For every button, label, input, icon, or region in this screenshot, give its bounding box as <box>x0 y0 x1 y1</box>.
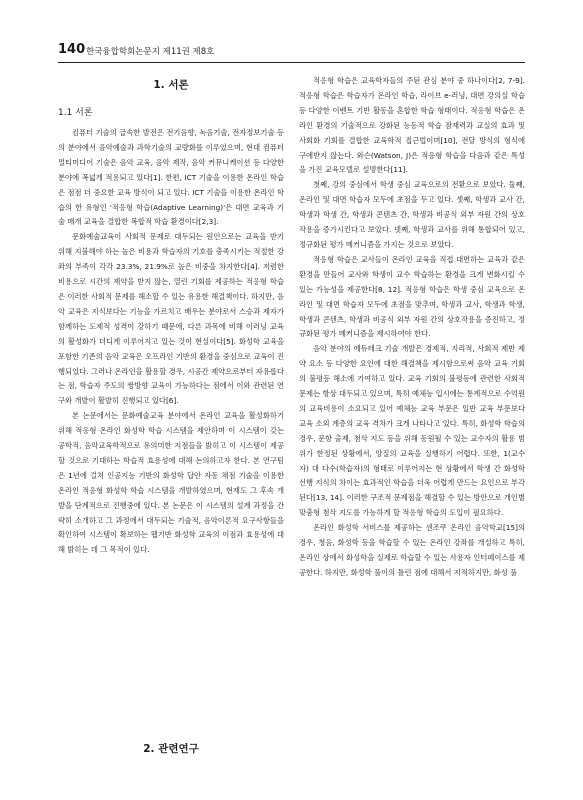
right-paragraph: 첫째, 강의 중심에서 학생 중심 교육으로의 전환으로 보았다. 둘째, 온라인 및 대면 학습자 모두에 초점을 두고 있다. 셋째, 학생과 교사 간, 학생과 학생 간, 학생과 콘텐츠 간, 학생과 비공식 외부 자원 간의 상호작용을 증가시킨다고 보았다. 넷째, 학생과 교사를 위해 통합되어 있고, 정규화된 평가 메커니즘을 가지는 것으로 보았다. <box>299 180 525 249</box>
left-paragraph: 컴퓨터 기술의 급속한 발전은 전기음향, 녹음기술, 전자정보기술 등의 분야에서 음악예술과 과학기술의 교량화를 이루었으며, 현대 컴퓨터 멀티미디어 기술은 음악 교육, 음악 제작, 음악 커뮤니케이션 등 다양한 분야에 폭넓게 적용되고 있다[1]. 한편, ICT 기술을 이용한 온라인 학습은 점점 더 중요한 교육 방식이 되고 있다. ICT 기술을 이용한 온라인 학습의 한 유형인 '적응형 학습(Adaptive Learning)'은 대면 교육과 기술 매개 교육을 결합한 복합적 학습 환경이다[2,3]. <box>58 128 284 227</box>
right-paragraph: 적응형 학습은 교육학자들의 주된 관심 분야 중 하나이다[2, 7-9]. 적응형 학습은 학습자가 온라인 학습, 라이브 e-러닝, 대면 강의실 학습 등 다양한 이벤트 기반 활동을 혼합한 학습 형태이다. 적응형 학습은 온라인 환경의 기술적으로 강화된 능동적 학습 잠재력과 교실의 효과 및 사회화 기회를 결합한 교육학적 접근법이며[10], 전달 방식의 형식에 구애받지 않는다. 와슨(Watson, J)은 적응형 학습을 다음과 같은 특성을 가진 교육모델로 설명한다[11]. <box>299 76 525 175</box>
right-paragraph: 적응형 학습은 교사들이 온라인 교육을 직접 대면하는 교육과 같은 환경을 만들어 교사와 학생이 교수 학습하는 환경을 크게 변화시킬 수 있는 가능성을 제공한다[8, 12]. 적응형 학습은 학생 중심 교육으로 온라인 및 대면 학습자 모두에 초점을 맞추며, 학생과 교사, 학생과 학생, 학생과 콘텐츠, 학생과 비공식 외부 자원 간의 상호작용을 증진하고, 정규화된 평가 메커니즘을 제시하여야 한다. <box>299 254 525 339</box>
right-paragraph: 음악 분야의 에듀테크 기술 개발은 경제적, 지리적, 사회적 제반 제약 요소 등 다양한 요인에 대한 해결책을 제시함으로써 음악 교육 기회의 불평등 해소에 기여하고 있다. 교육 기회의 불평등에 관련한 사회적 문제는 항상 대두되고 있으며, 특히 예체능 입시에는 통계적으로 수억원의 교육비용이 소요되고 있어 예체능 교육 부문은 일반 교육 부문보다 교육 소외 계층의 교육 격차가 크게 나타나고 있다. 특히, 화성학 학습의 경우, 문항 출제, 첨삭 지도 등을 위해 동원될 수 있는 교수자의 활용 범위가 한정된 상황에서, 양질의 교육을 실행하기 어렵다. 또한, 1(교수자) 대 다수(학습자)의 형태로 이루어지는 현 상황에서 학생 간 화성학 선행 지식의 차이는 효과적인 학습을 더욱 어렵게 만드는 요인으로 부각된다[13, 14]. 이러한 구조적 문제점을 해결할 수 있는 방안으로 개인별 맞춤형 첨삭 지도를 가능하게 할 적응형 학습의 도입이 필요하다. <box>299 344 525 518</box>
left-column <box>58 78 284 558</box>
right-paragraph: 온라인 화성학 서비스를 제공하는 센조쿠 온라인 음악학교[15]의 경우, 청음, 화성학 등을 학습할 수 있는 온라인 강좌를 개설하고 특히, 온라인 상에서 화성학을 실제로 학습할 수 있는 사용자 인터페이스를 제공한다. 하지만, 화성학 풀이의 틀린 점에 대해서 지적하지만, 화성 풀 <box>299 523 525 577</box>
left-paragraph: 본 논문에서는 문화예술교육 분야에서 온라인 교육을 활성화하기 위해 적응형 온라인 화성학 학습 시스템을 제안하며 이 시스템이 갖는 공학적, 음악교육학적으로 유의미한 지점들을 밝히고 이 시스템이 제공할 것으로 기대하는 학습적 효용성에 대해 논의하고자 한다. 본 연구팀은 1년에 걸쳐 인공지능 기반의 화성학 답안 자동 채점 기술을 이용한 온라인 적응형 화성학 학습 시스템을 개발하였으며, 현재도 그 후속 개발을 단계적으로 진행중에 있다. 본 논문은 이 시스템의 설계 과정을 간략히 소개하고 그 과정에서 대두되는 기술적, 음악이론적 요구사항들을 확인하여 시스템이 확보하는 웹기반 화성학 교육의 이점과 효용성에 대해 밝히는 데 그 목적이 있다. <box>58 411 284 555</box>
left-paragraph: 문화예술교육이 사회적 문제로 대두되는 원인으로는 교육을 받기 위해 지불해야 하는 높은 비용과 학습자의 기호를 충족시키는 적절한 강좌의 부족이 각각 23.3%, 21.9%로 높은 비중을 차지한다[4]. 저렴한 비용으로 시간의 제약을 받지 않는, 열린 기회를 제공하는 적응형 학습은 이러한 사회적 문제를 해소할 수 있는 유용한 해결책이다. 하지만, 음악 교육은 지식보다는 기능을 가르치고 배우는 분야로서 스승과 제자가 함께하는 도제적 성격이 강하기 때문에, 다른 과목에 비해 이러닝 교육의 활성화가 더디게 이루어지고 있는 것이 현실이다[5]. 화성학 교육을 포함한 기존의 음악 교육은 오프라인 기반의 환경을 중심으로 교육이 진행되었다. 그러나 온라인을 활용할 경우, 시공간 제약으로부터 자유롭다는 점, 학습자 주도의 쌍방향 교육이 가능하다는 점에서 이와 관련된 연구와 개발이 활발히 진행되고 있다[6]. <box>58 232 284 406</box>
page-header <box>58 40 525 63</box>
section-1-title: 1. 서론 <box>153 79 189 91</box>
page-number: 140 <box>58 42 86 57</box>
right-column <box>299 74 525 581</box>
section-2-title: 2. 관련연구 <box>143 743 199 755</box>
subsection-1-1-title: 1.1 서론 <box>58 108 93 118</box>
journal-name: 한국융합학회논문지 제11권 제8호 <box>86 47 215 57</box>
